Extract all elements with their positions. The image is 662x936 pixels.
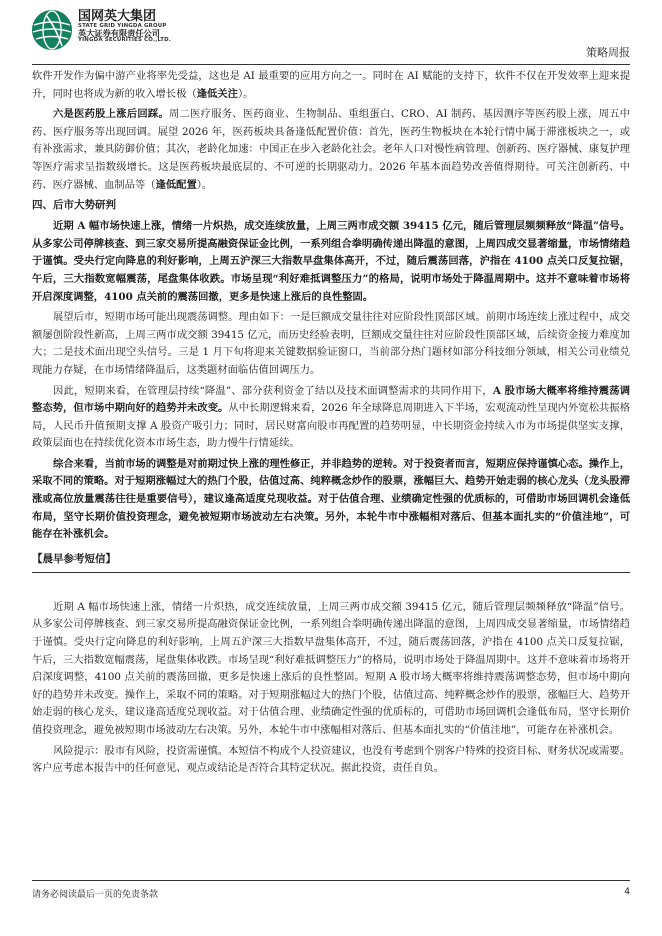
page-footer: [32, 880, 630, 905]
subsidiary-name-cn: 英大证券有限责任公司: [78, 28, 160, 39]
paragraph-market-review: 近期 A 幅市场快速上涨，情绪一片炽热，成交连续放量，上周三两市成交额 39415 亿元，随后管理层频频释放“降温”信号。从多家公司停牌核查、到三家交易所提高融资保证金比例，一系列组合拳明确传递出降温的意图，上周四成交显著缩量，市场情绪趋于谨慎。受央行定向降息的利好影响，上周五沪深三大指数早盘集体高开，不过，随后震荡回落，沪指在 4100 点关口反复拉锯，午后，三大指数宽幅震荡，尾盘集体收跌。市场呈现“利好难抵调整压力”的格局，说明市场处于降温周期中。这并不意味着市场将开启深度调整，4100 点关前的震荡回撤，更多是快速上涨后的良性整固。: [32, 220, 630, 303]
paragraph-software: 软件开发作为偏中游产业将率先受益，这也是 AI 最重要的应用方向之一。同时在 AI 赋能的支持下，软件不仅在开发效率上迎来提升，同时也将成为新的收入增长极（逢低关注）。: [32, 70, 630, 100]
paragraph-conclusion: 因此，短期来看，在管理层持续“降温”、部分获利资金了结以及技术面调整需求的共同作用下，A 股市场大概率将维持震荡调整态势，但市场中期向好的趋势并未改变。从中长期逻辑来看，2026 年全球降息周期进入下半场，宏观流动性呈现内外宽松共振格局，人民币升值预期支撑 A 股资产吸引力；同时，居民财富向股市再配置的趋势明显，中长期资金持续入市为市场提供坚实支撑，政策层面也在持续优化资本市场生态，助力慢牛行情延续。: [32, 384, 631, 450]
company-logo-text: [78, 10, 171, 44]
paragraph-sms: 近期 A 幅市场快速上涨，情绪一片炽热，成交连续放量，上周三两市成交额 39415 亿元，随后管理层频频释放“降温”信号。从多家公司停牌核查、到三家交易所提高融资保证金比例，一系列组合拳明确传递出降温的意图，上周四成交显著缩量，市场情绪趋于谨慎。受央行定向降息的利好影响，上周五沪深三大指数早盘集体高开，不过，随后震荡回落，沪指在 4100 点关口反复拉锯，午后，三大指数宽幅震荡，尾盘集体收跌。市场呈现“利好难抵调整压力”的格局，说明市场处于降温周期中。这并不意味着市场将开启深度调整，4100 点关前的震荡回撤，更多是快速上涨后的良性整固。短期 A 股市场大概率将维持震荡调整态势，但市场中期向好的趋势并未改变。操作上，采取不同的策略。对于短期涨幅过大的热门个股，估值过高、纯粹概念炒作的股票，涨幅巨大、趋势开始走弱的核心龙头，建议逢高适度兑现收益。对于估值合理、业绩确定性强的优质标的，可借助市场回调机会逢低布局，坚守长期价值投资理念，避免被短期市场波动左右决策。另外，本轮牛市中涨幅相对落后、但基本面扎实的“价值洼地”，可能存在补涨机会。: [32, 600, 630, 736]
paragraph-pharma: 六是医药股上涨后回踩。周二医疗服务、医药商业、生物制品、重组蛋白、CRO、AI 制药、基因测序等医药股上涨，周五中药、医疗服务等出现回调。展望 2026 年，医药板块具备逢低配置价值：首先，医药生物板块在本轮行情中属于滞涨板块之一，或有补涨需求，兼具防御价值；其次，老龄化加速：中国正在步入老龄化社会。老年人口对慢性病管理、创新药、医疗器械、康复护理等医疗需求呈指数级增长。这是医药板块最底层的、不可逆的长期驱动力。2026 年基本面趋势改善值得期待。可关注创新药、中药、医疗器械、血制品等（逢低配置）。: [32, 108, 630, 191]
section-title-sms: 【晨早参考短信】: [32, 552, 116, 565]
paragraph-strategy: 综合来看，当前市场的调整是对前期过快上涨的理性修正，并非趋势的逆转。对于投资者而言，短期应保持谨慎心态。操作上，采取不同的策略。对于短期涨幅过大的热门个股，估值过高、纯粹概念炒作的股票，涨幅巨大、趋势开始走弱的核心龙头（龙头股滞涨或高位放量震荡往往是重要信号），建议逢高适度兑现收益。对于估值合理、业绩确定性强的优质标的，可借助市场回调机会逢低布局，坚守长期价值投资理念，避免被短期市场波动左右决策。另外，本轮牛市中涨幅相对落后、但基本面扎实的“价值洼地”，可能存在补涨机会。: [32, 457, 630, 541]
paragraph-outlook: 展望后市，短期市场可能出现震荡调整。理由如下：一是巨额成交量往往对应阶段性顶部区域。前期市场连续上涨过程中，成交额屡创阶段性新高，上周三两市成交额 39415 亿元，而历史经验表明，巨额成交量往往对应阶段性顶部区域，后续资金接力难度加大；二是技术面出现空头信号。三是 1 月下旬将迎来关键数据验证窗口，当前部分热门题材如部分科技细分领域，相关公司业绩兑现能力存疑，在市场情绪降温后，这类题材面临估值回调压力。: [32, 311, 630, 376]
paragraph-risk: 风险提示：股市有风险，投资需谨慎。本短信不构成个人投资建议，也没有考虑到个别客户特殊的投资目标、财务状况或需要。客户应考虑本报告中的任何意见、观点或结论是否符合其特定状况。据此投资，责任自负。: [32, 744, 630, 775]
key-conclusion: A 股市场大概率将维持震荡调整态势，但市场中期向好的趋势并未改变。: [32, 384, 630, 415]
report-body: [32, 68, 630, 778]
subsidiary-name-en: YINGDA SECURITIES CO.,LTD.: [78, 36, 172, 43]
footer-disclaimer: 请务必阅读最后一页的免责条款: [32, 890, 159, 900]
company-name-cn: 国网英大集团: [78, 9, 157, 24]
report-type: 策略周报: [586, 46, 630, 59]
company-name-en: STATE GRID YINGDA GROUP: [78, 22, 167, 29]
page-number: 4: [624, 887, 630, 897]
rating-software: 逢低关注: [196, 87, 238, 100]
section-heading-outlook: 四、后市大势研判: [32, 199, 116, 212]
section-bar-sms: [32, 547, 630, 573]
company-logo-icon: [32, 10, 72, 50]
rating-pharma: 逢低配置: [155, 178, 197, 191]
pharma-lead: 六是医药股上涨后回踩。: [53, 108, 170, 121]
page-header: [32, 8, 630, 65]
